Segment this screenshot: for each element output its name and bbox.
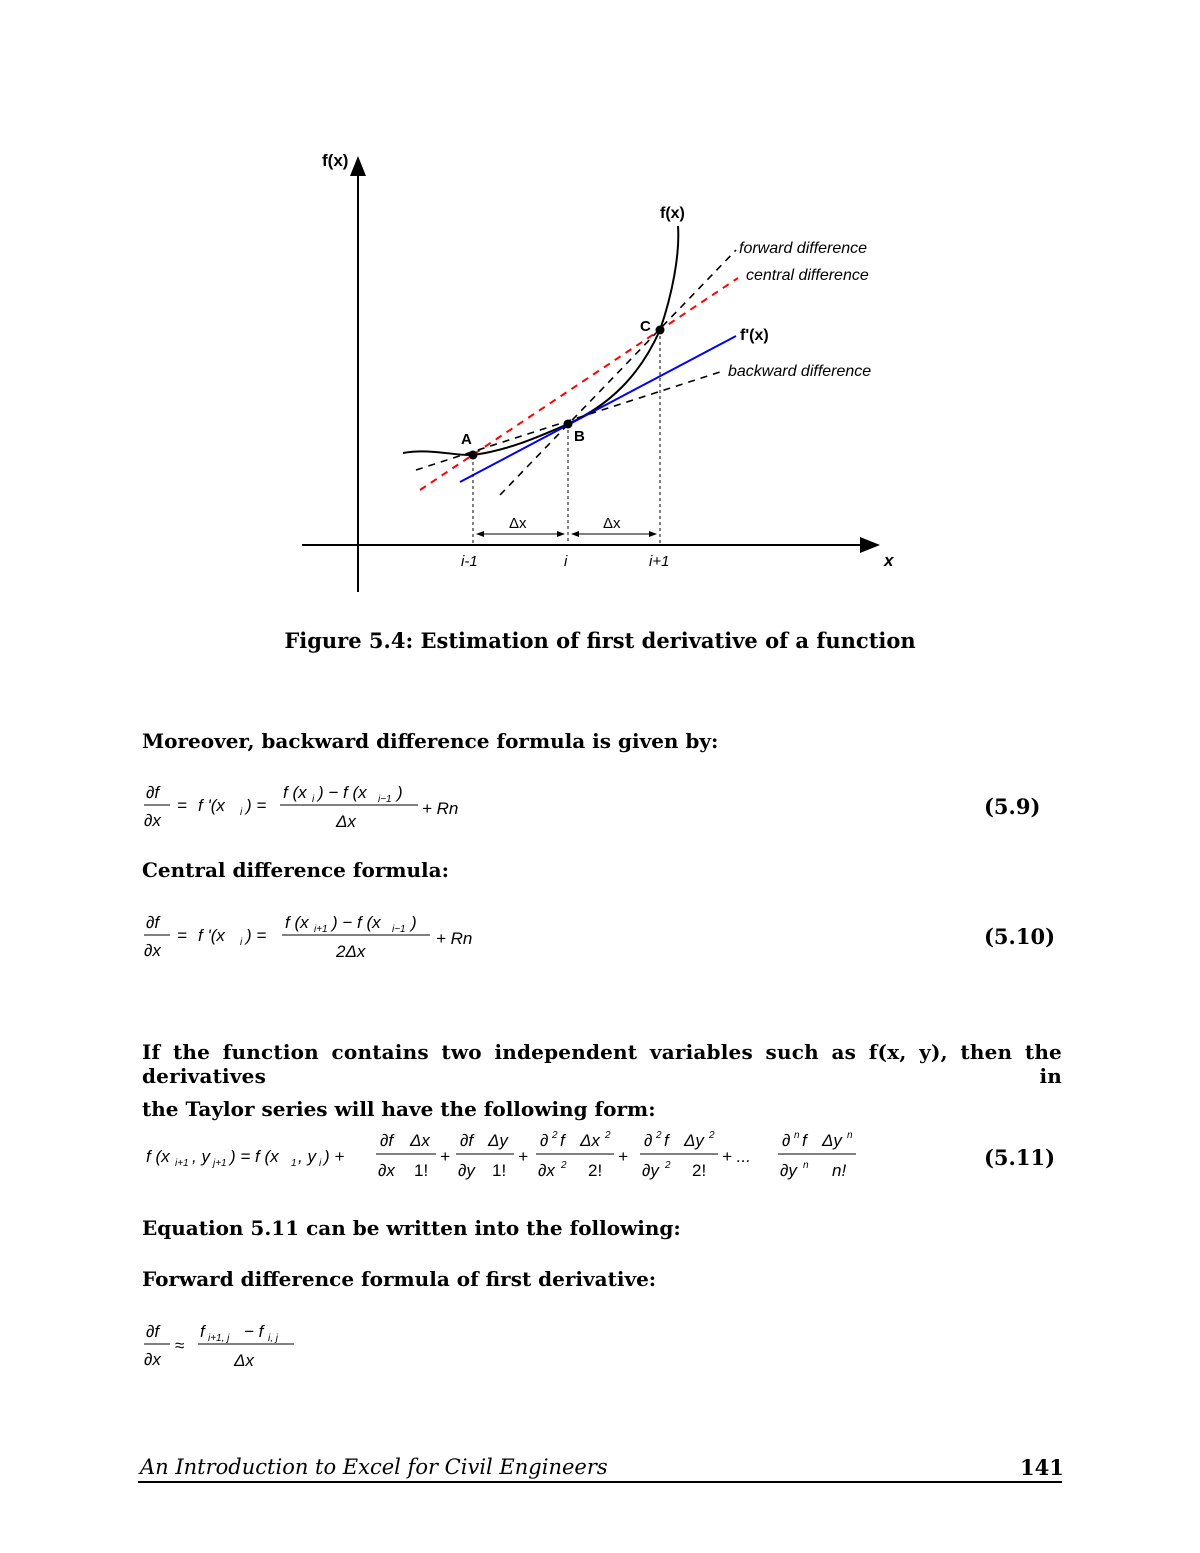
svg-text:∂f: ∂f [460, 1131, 474, 1150]
svg-text:): ) [397, 783, 403, 802]
eq510-number: (5.10) [984, 924, 1056, 949]
svg-text:∂x: ∂x [538, 1161, 555, 1180]
svg-text:∂y: ∂y [780, 1161, 797, 1180]
eq59-rn: + Rn [422, 799, 459, 818]
svg-text:+: + [618, 1147, 628, 1166]
eq59-df: ∂f [146, 783, 160, 802]
svg-text:Δx: Δx [580, 1131, 600, 1150]
svg-text:f (x: f (x [146, 1147, 170, 1166]
forward-difference-label: forward difference [739, 240, 868, 257]
tick-label-im1: i-1 [461, 553, 478, 570]
svg-text:, y: , y [298, 1147, 316, 1166]
svg-text:1!: 1! [492, 1161, 507, 1180]
svg-text:∂: ∂ [540, 1131, 549, 1150]
svg-text:) = f (x: ) = f (x [230, 1147, 279, 1166]
svg-text:) − f (x: ) − f (x [318, 783, 367, 802]
x-axis-label: x [884, 551, 894, 570]
delta-label-left: Δx [509, 515, 527, 532]
svg-text:) − f (x: ) − f (x [332, 913, 381, 932]
tick-label-i: i [564, 553, 568, 570]
svg-text:∂y: ∂y [458, 1161, 475, 1180]
svg-text:i: i [240, 937, 243, 948]
equation-5-11 [140, 1124, 880, 1186]
equation-5-10 [140, 906, 520, 966]
y-axis-label: f(x) [322, 151, 349, 170]
footer-rule [138, 1481, 1062, 1483]
svg-text:f: f [560, 1131, 565, 1150]
svg-text:i+1, j: i+1, j [208, 1333, 230, 1344]
svg-text:): ) [411, 913, 417, 932]
svg-text:) =: ) = [246, 796, 267, 815]
footer-book-title: An Introduction to Excel for Civil Engineers [140, 1455, 608, 1479]
svg-text:2: 2 [709, 1130, 715, 1141]
svg-text:2: 2 [552, 1130, 558, 1141]
backward-difference-label: backward difference [728, 363, 872, 380]
svg-text:f (x: f (x [283, 783, 307, 802]
svg-text:+: + [518, 1147, 528, 1166]
svg-text:∂: ∂ [644, 1131, 653, 1150]
para-eq511-rewrite: Equation 5.11 can be written into the following: [142, 1216, 681, 1240]
derivative-label: f'(x) [740, 327, 769, 344]
fwd-df: ∂f [146, 1322, 160, 1341]
central-difference-label: central difference [746, 267, 869, 284]
eq59-eq1: = [177, 796, 187, 815]
svg-text:n: n [803, 1160, 809, 1171]
point-c-label: C [640, 318, 651, 335]
eq59-delta: Δx [336, 812, 356, 831]
equation-5-9 [140, 776, 500, 836]
para-two-variables-line2: the Taylor series will have the following form: [142, 1097, 656, 1121]
svg-text:2: 2 [665, 1160, 671, 1171]
eq59-number: (5.9) [984, 794, 1041, 819]
svg-text:) =: ) = [246, 926, 267, 945]
svg-text:i: i [319, 1158, 322, 1169]
svg-text:i−1: i−1 [378, 794, 392, 805]
point-c-dot [656, 326, 665, 335]
svg-text:f: f [664, 1131, 669, 1150]
svg-text:i+1: i+1 [175, 1158, 189, 1169]
footer-page-number: 141 [1020, 1455, 1064, 1480]
svg-text:+: + [440, 1147, 450, 1166]
function-curve [403, 226, 678, 455]
svg-text:j+1: j+1 [213, 1158, 227, 1169]
delta-label-right: Δx [603, 515, 621, 532]
svg-text:− f: − f [244, 1322, 264, 1341]
svg-text:2!: 2! [588, 1161, 603, 1180]
derivative-line [460, 336, 736, 482]
fwd-approx: ≈ [175, 1336, 185, 1355]
svg-text:2!: 2! [692, 1161, 707, 1180]
svg-text:Δy: Δy [822, 1131, 842, 1150]
svg-text:i−1: i−1 [392, 924, 406, 935]
svg-text:f: f [200, 1322, 205, 1341]
svg-text:∂f: ∂f [380, 1131, 394, 1150]
point-b-dot [564, 420, 573, 429]
svg-text:1: 1 [291, 1158, 297, 1169]
svg-text:Δy: Δy [684, 1131, 704, 1150]
forward-difference-line [500, 250, 736, 495]
para-backward-intro: Moreover, backward difference formula is given by: [142, 729, 719, 753]
svg-text:f '(x: f '(x [198, 796, 225, 815]
eq510-rn: + Rn [436, 929, 473, 948]
curve-label: f(x) [660, 205, 685, 222]
central-difference-line [420, 278, 738, 490]
figure-5-4 [0, 0, 1200, 610]
tick-label-ip1: i+1 [649, 553, 670, 570]
svg-text:i+1: i+1 [314, 924, 328, 935]
svg-text:∂x: ∂x [378, 1161, 395, 1180]
point-b-label: B [574, 428, 585, 445]
svg-text:∂y: ∂y [642, 1161, 659, 1180]
svg-text:i: i [312, 794, 315, 805]
eq59-dx: ∂x [144, 811, 161, 830]
para-forward-intro: Forward difference formula of first derivative: [142, 1267, 657, 1291]
svg-text:f: f [802, 1131, 807, 1150]
svg-text:n: n [794, 1130, 800, 1141]
svg-text:n: n [847, 1130, 853, 1141]
svg-text:f '(x: f '(x [198, 926, 225, 945]
eq511-dots: + ... [722, 1147, 751, 1166]
eq511-number: (5.11) [984, 1145, 1056, 1170]
eq510-df: ∂f [146, 913, 160, 932]
svg-text:i: i [240, 807, 243, 818]
svg-text:2: 2 [605, 1130, 611, 1141]
svg-text:∂: ∂ [782, 1131, 791, 1150]
equation-forward-approx [140, 1315, 340, 1375]
svg-text:i, j: i, j [268, 1333, 278, 1344]
para-two-variables [142, 1040, 1062, 1121]
svg-text:1!: 1! [414, 1161, 429, 1180]
eq510-2dx: 2Δx [336, 942, 366, 961]
fwd-dx: ∂x [144, 1350, 161, 1369]
para-central-intro: Central difference formula: [142, 858, 449, 882]
svg-text:Δy: Δy [488, 1131, 508, 1150]
figure-caption: Figure 5.4: Estimation of first derivative of a function [284, 628, 916, 653]
svg-text:2: 2 [656, 1130, 662, 1141]
svg-text:, y: , y [192, 1147, 210, 1166]
svg-text:) +: ) + [324, 1147, 345, 1166]
svg-text:Δx: Δx [410, 1131, 430, 1150]
eq510-dx: ∂x [144, 941, 161, 960]
point-a-label: A [461, 431, 472, 448]
point-a-dot [469, 451, 478, 460]
svg-text:2: 2 [561, 1160, 567, 1171]
para-two-variables-line1: If the function contains two independent variables such as f(x, y), then the derivatives in [142, 1040, 1062, 1088]
svg-text:n!: n! [832, 1161, 847, 1180]
eq510-eq1: = [177, 926, 187, 945]
svg-text:f (x: f (x [285, 913, 309, 932]
fwd-delta: Δx [234, 1351, 254, 1370]
